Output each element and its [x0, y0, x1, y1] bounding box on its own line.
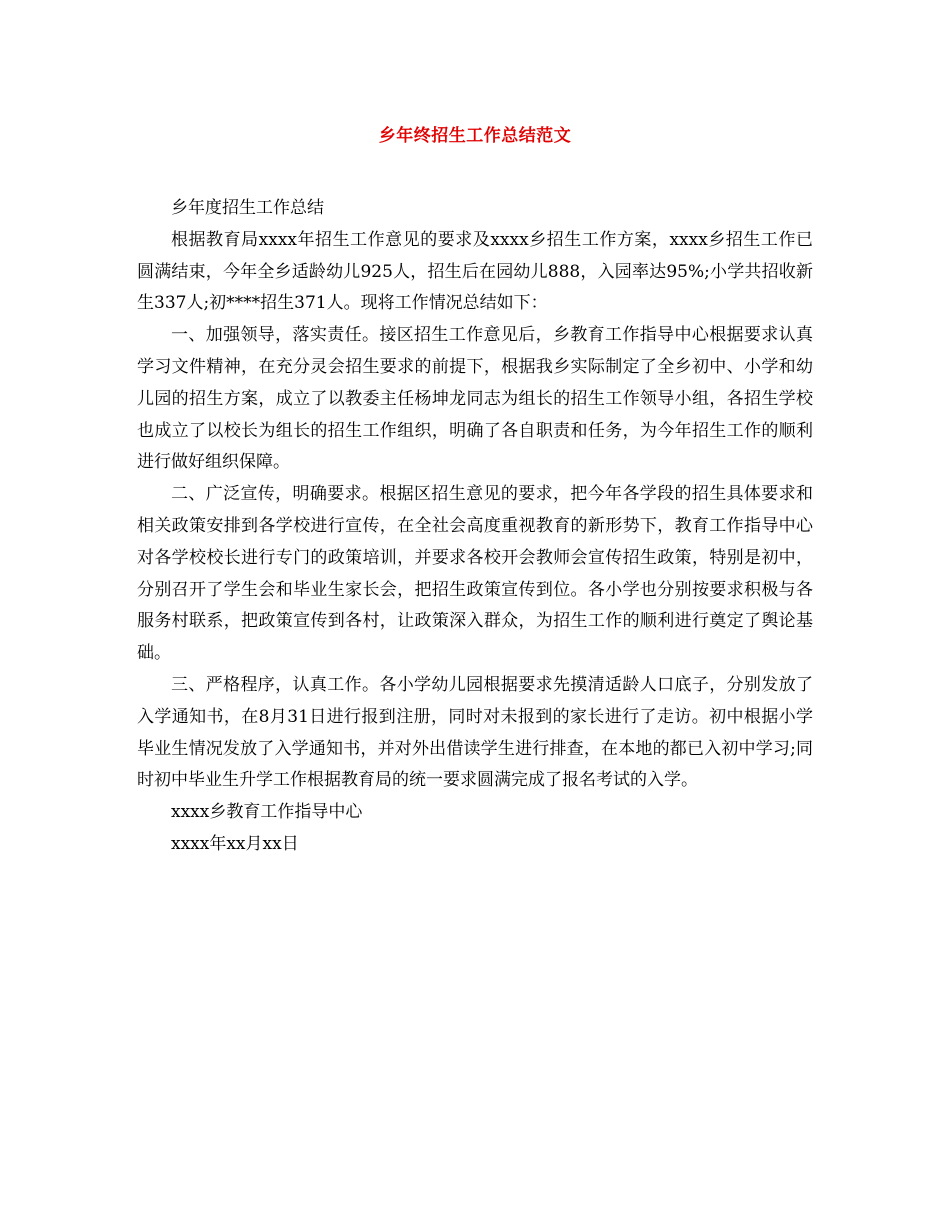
paragraph-heading: 乡年度招生工作总结 [171, 198, 324, 218]
document-body [137, 193, 813, 861]
paragraph-section-1: 一、加强领导，落实责任。接区招生工作意见后，乡教育工作指导中心根据要求认真学习文件精神，在充分灵会招生要求的前提下，根据我乡实际制定了全乡初中、小学和幼儿园的招生方案，成立了以教委主任杨坤龙同志为组长的招生工作领导小组，各招生学校也成立了以校长为组长的招生工作组织，明确了各自职责和任务，为今年招生工作的顺利进行做好组织保障。 [137, 325, 813, 473]
signature-organization: xxxx乡教育工作指导中心 [171, 802, 363, 823]
document-title: 乡年终招生工作总结范文 [378, 126, 572, 146]
paragraph-section-3: 三、严格程序，认真工作。各小学幼儿园根据要求先摸清适龄人口底子，分别发放了入学通知书，在8月31日进行报到注册，同时对未报到的家长进行了走访。初中根据小学毕业生情况发放了入学通知书，并对外出借读学生进行排查，在本地的都已入初中学习;同时初中毕业生升学工作根据教育局的统一要求圆满完成了报名考试的入学。 [137, 674, 813, 791]
paragraph-section-2: 二、广泛宣传，明确要求。根据区招生意见的要求，把今年各学段的招生具体要求和相关政策安排到各学校进行宣传，在全社会高度重视教育的新形势下，教育工作指导中心对各学校校长进行专门的政策培训，并要求各校开会教师会宣传招生政策，特别是初中，分别召开了学生会和毕业生家长会，把招生政策宣传到位。各小学也分别按要求积极与各服务村联系，把政策宣传到各村，让政策深入群众，为招生工作的顺利进行奠定了舆论基础。 [137, 484, 813, 664]
paragraph-intro: 根据教育局xxxx年招生工作意见的要求及xxxx乡招生工作方案，xxxx乡招生工作已圆满结束，今年全乡适龄幼儿925人，招生后在园幼儿888，入园率达95%;小学共招收新生337人;初****招生371人。现将工作情况总结如下： [137, 229, 813, 314]
signature-date: xxxx年xx月xx日 [171, 833, 299, 854]
